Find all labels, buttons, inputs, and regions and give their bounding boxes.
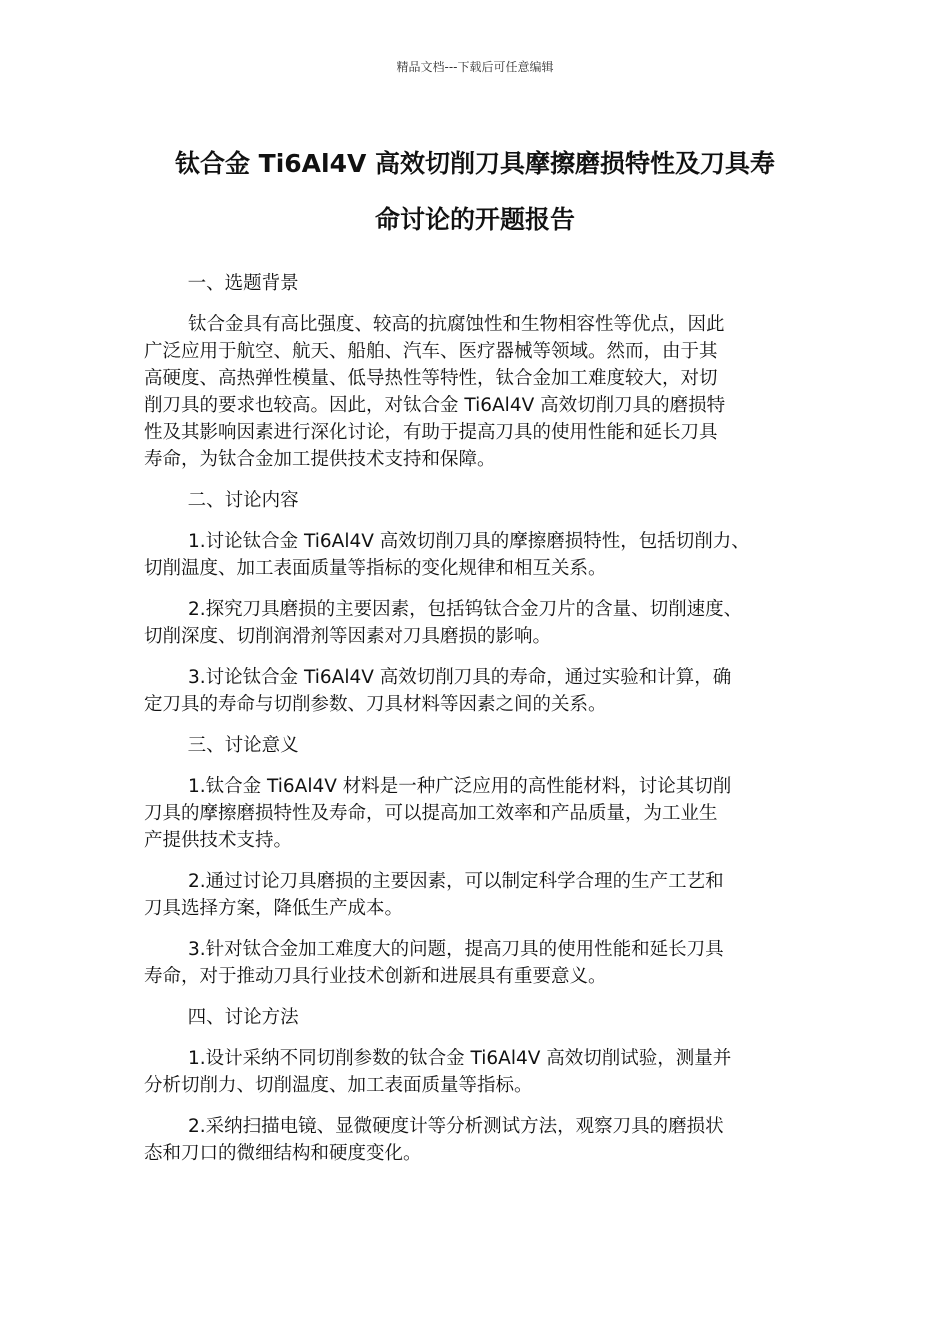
paragraph (144, 311, 796, 473)
paragraph-line: 1.钛合金 Ti6Al4V 材料是一种广泛应用的高性能材料，讨论其切削 (188, 776, 732, 797)
paragraph (144, 868, 796, 922)
title-line: 钛合金 Ti6Al4V 高效切削刀具摩擦磨损特性及刀具寿 (174, 149, 776, 178)
section-heading: 一、选题背景 (187, 273, 299, 294)
section-background (144, 270, 796, 473)
section-heading: 三、讨论意义 (187, 735, 299, 756)
paragraph-line: 3.针对钛合金加工难度大的问题，提高刀具的使用性能和延长刀具 (188, 939, 724, 960)
paragraph-line: 分析切削力、切削温度、加工表面质量等指标。 (144, 1075, 533, 1096)
paragraph (144, 936, 796, 990)
paragraph-line: 产提供技术支持。 (144, 830, 293, 851)
paragraph-line: 切削温度、加工表面质量等指标的变化规律和相互关系。 (144, 558, 607, 579)
section-content (144, 487, 796, 718)
paragraph-line: 3.讨论钛合金 Ti6Al4V 高效切削刀具的寿命，通过实验和计算，确 (188, 667, 732, 688)
paragraph (144, 664, 796, 718)
paragraph-line: 刀具的摩擦磨损特性及寿命，可以提高加工效率和产品质量，为工业生 (144, 803, 718, 824)
header-note: 精品文档---下载后可任意编辑 (396, 60, 554, 74)
paragraph-line: 刀具选择方案，降低生产成本。 (144, 898, 404, 919)
paragraph (144, 596, 796, 650)
paragraph-line: 2.通过讨论刀具磨损的主要因素，可以制定科学合理的生产工艺和 (188, 871, 724, 892)
section-heading: 四、讨论方法 (187, 1007, 299, 1028)
paragraph-line: 2.探究刀具磨损的主要因素，包括钨钛合金刀片的含量、切削速度、 (188, 599, 743, 620)
title-line: 命讨论的开题报告 (374, 205, 575, 234)
paragraph-line: 性及其影响因素进行深化讨论，有助于提高刀具的使用性能和延长刀具 (144, 422, 718, 443)
document-title (144, 136, 806, 248)
paragraph-line: 广泛应用于航空、航天、船舶、汽车、医疗器械等领域。然而，由于其 (144, 341, 718, 362)
paragraph-line: 寿命，为钛合金加工提供技术支持和保障。 (144, 449, 496, 470)
paragraph-line: 1.讨论钛合金 Ti6Al4V 高效切削刀具的摩擦磨损特性，包括切削力、 (188, 531, 750, 552)
paragraph (144, 1113, 796, 1167)
paragraph-line: 削刀具的要求也较高。因此，对钛合金 Ti6Al4V 高效切削刀具的磨损特 (144, 395, 726, 416)
paragraph-line: 钛合金具有高比强度、较高的抗腐蚀性和生物相容性等优点，因此 (188, 314, 725, 335)
paragraph-line: 态和刀口的微细结构和硬度变化。 (144, 1143, 422, 1164)
paragraph (144, 773, 796, 854)
paragraph (144, 528, 796, 582)
document-body (144, 270, 796, 1181)
paragraph-line: 1.设计采纳不同切削参数的钛合金 Ti6Al4V 高效切削试验，测量并 (188, 1048, 732, 1069)
section-methods (144, 1004, 796, 1167)
paragraph-line: 切削深度、切削润滑剂等因素对刀具磨损的影响。 (144, 626, 552, 647)
paragraph-line: 寿命，对于推动刀具行业技术创新和进展具有重要意义。 (144, 966, 607, 987)
section-significance (144, 732, 796, 990)
paragraph (144, 1045, 796, 1099)
paragraph-line: 高硬度、高热弹性模量、低导热性等特性，钛合金加工难度较大，对切 (144, 368, 718, 389)
paragraph-line: 2.采纳扫描电镜、显微硬度计等分析测试方法，观察刀具的磨损状 (188, 1116, 724, 1137)
paragraph-line: 定刀具的寿命与切削参数、刀具材料等因素之间的关系。 (144, 694, 607, 715)
section-heading: 二、讨论内容 (187, 490, 299, 511)
